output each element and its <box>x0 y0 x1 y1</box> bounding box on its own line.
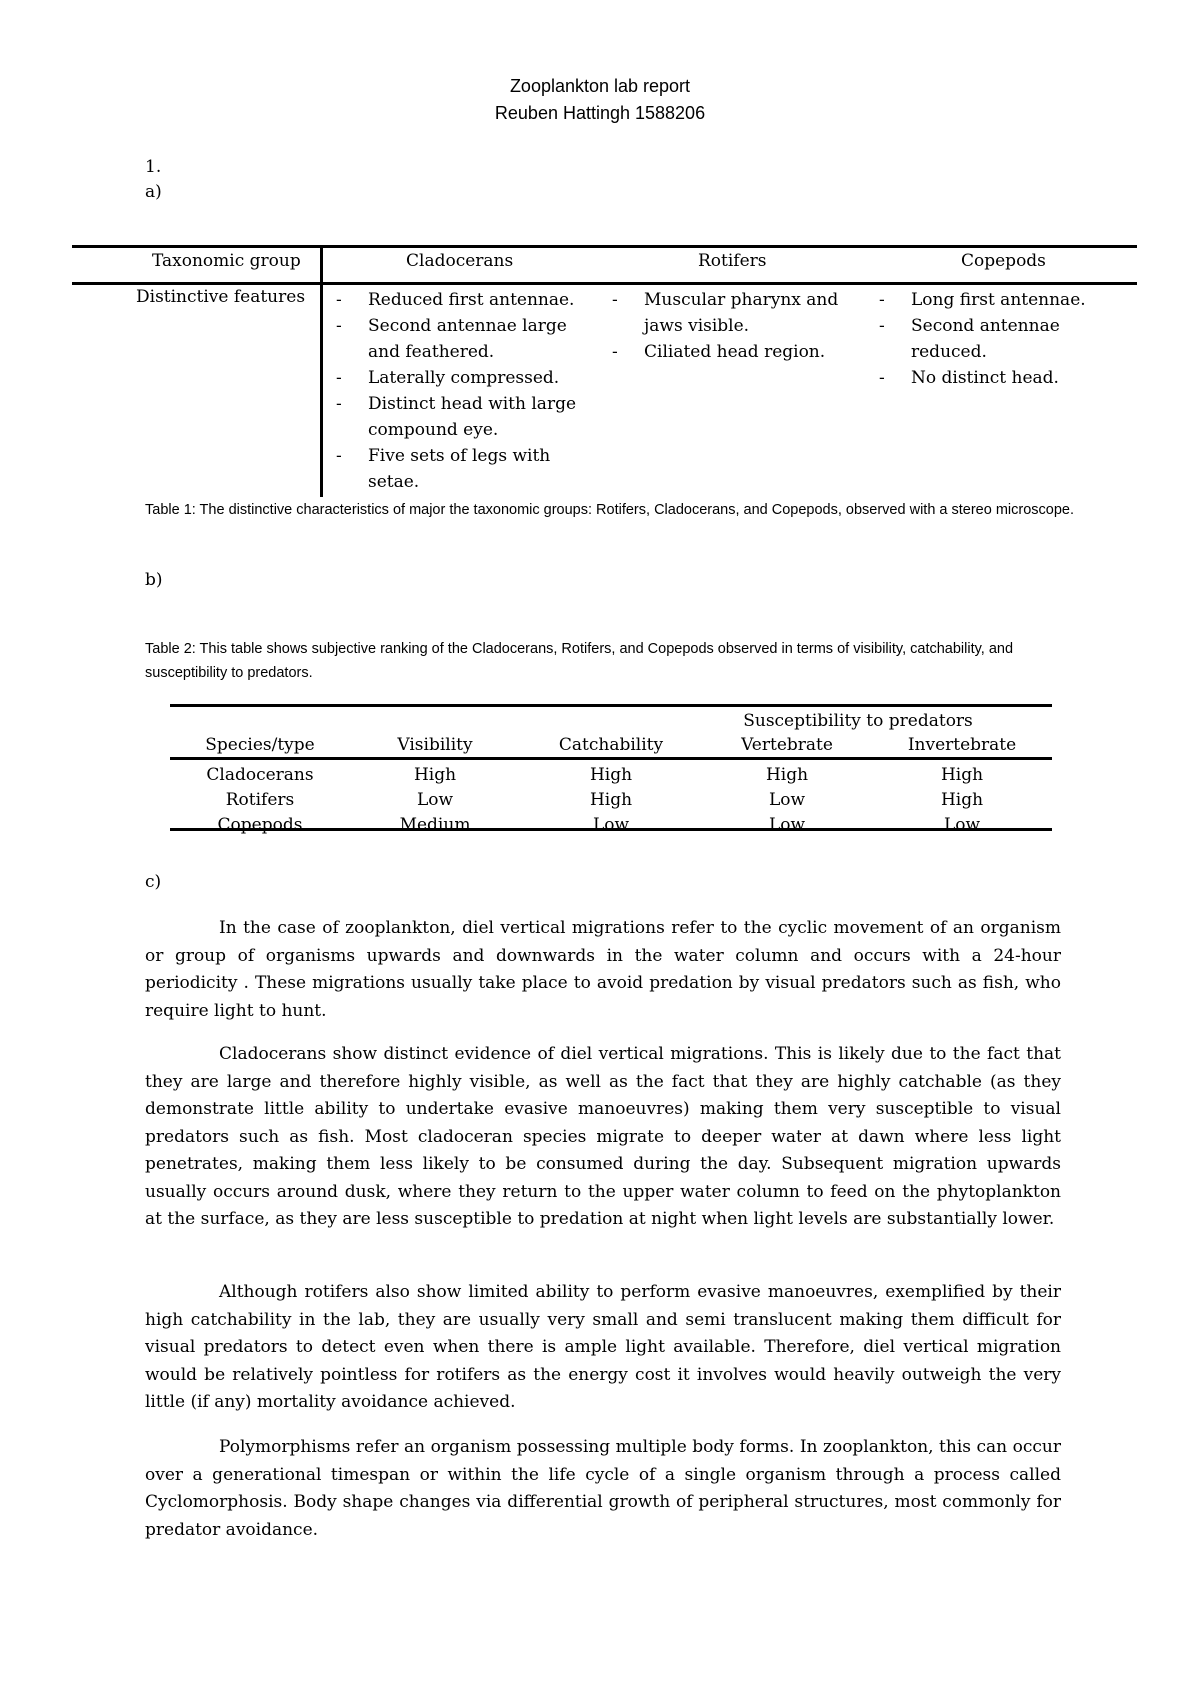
table-cell: High <box>940 765 984 785</box>
paragraph-dvm-definition <box>145 915 1061 1025</box>
document-author: Reuben Hattingh 1588206 <box>494 103 706 123</box>
rotifers-feature-list <box>610 287 850 365</box>
cladocerans-feature-list <box>334 287 596 495</box>
table-cell: High <box>589 790 633 810</box>
paragraph-text: Although rotifers also show limited ability to perform evasive manoeuvres, exemplified by their high catchability in the lab, they are usually very small and semi translucent making them difficult for visual predators to detect even when there is ample light available. Therefore, diel vertical migration would be relatively pointless for rotifers as the energy cost it involves would heavily outweigh the very little (if any) mortality avoidance achieved. <box>145 1282 1061 1412</box>
table-2-header-rule <box>170 757 1052 760</box>
table-1-top-rule <box>72 245 1137 248</box>
table-2-top-rule <box>170 704 1052 707</box>
table-1-caption: Table 1: The distinctive characteristics of major the taxonomic groups: Rotifers, Cladocerans, and Copepods, observed with a stereo microscope. <box>145 502 1074 518</box>
table-1-header-copepods: Copepods <box>961 251 1046 271</box>
table-cell: Cladocerans <box>206 765 314 785</box>
table-1-header-taxonomic-group: Taxonomic group <box>152 251 301 271</box>
part-a-label: a) <box>145 182 162 202</box>
list-item: - Five sets of legs with setae. <box>334 443 596 495</box>
table-2-header-visibility: Visibility <box>397 735 473 755</box>
list-item: - Laterally compressed. <box>334 365 596 391</box>
table-1-row-label: Distinctive features <box>136 287 306 307</box>
table-1-header-rule <box>72 282 1137 285</box>
question-number: 1. <box>145 157 162 177</box>
table-2-header-catchability: Catchability <box>558 735 664 755</box>
table-cell: High <box>765 765 809 785</box>
list-item: - Second antennae reduced. <box>877 313 1122 365</box>
table-cell: High <box>940 790 984 810</box>
table-1-header-rotifers: Rotifers <box>698 251 767 271</box>
table-2-caption: Table 2: This table shows subjective ranking of the Cladocerans, Rotifers, and Copepods observed in terms of visibility, catchability, and susceptibility to predators. <box>145 641 1014 681</box>
table-cell: High <box>413 765 457 785</box>
list-item: - Second antennae large and feathered. <box>334 313 596 365</box>
paragraph-cladocerans <box>145 1041 1061 1234</box>
copepods-feature-list <box>877 287 1122 391</box>
paragraph-text: In the case of zooplankton, diel vertical migrations refer to the cyclic movement of an organism or group of organisms upwards and downwards in the water column and occurs with a 24-hour periodicity . These migrations usually take place to avoid predation by visual predators such as fish, who require light to hunt. <box>145 918 1061 1021</box>
part-b-label: b) <box>145 570 163 590</box>
list-item: - Distinct head with large compound eye. <box>334 391 596 443</box>
table-2-header-invertebrate: Invertebrate <box>907 735 1017 755</box>
list-item: - Muscular pharynx and jaws visible. <box>610 287 850 339</box>
list-item: - No distinct head. <box>877 365 1122 391</box>
table-1-header-cladocerans: Cladocerans <box>406 251 514 271</box>
table-cell: Rotifers <box>225 790 295 810</box>
table-cell: Medium <box>399 815 471 835</box>
table-cell: High <box>589 765 633 785</box>
table-2-group-header: Susceptibility to predators <box>743 711 973 731</box>
table-cell: Low <box>768 815 806 835</box>
table-2-header-species: Species/type <box>205 735 315 755</box>
list-item: - Ciliated head region. <box>610 339 850 365</box>
paragraph-text: Cladocerans show distinct evidence of diel vertical migrations. This is likely due to the fact that they are large and therefore highly visible, as well as the fact that they are highly catchable (as they demonstrate little ability to undertake evasive manoeuvres) making them very susceptible to visual predators such as fish. Most cladoceran species migrate to deeper water at dawn where less light penetrates, making them less likely to be consumed during the day. Subsequent migration upwards usually occurs around dusk, where they return to the upper water column to feed on the phytoplankton at the surface, as they are less susceptible to predation at night when light levels are substantially lower. <box>145 1044 1061 1229</box>
table-2-header-vertebrate: Vertebrate <box>741 735 833 755</box>
table-cell: Copepods <box>217 815 303 835</box>
document-title: Zooplankton lab report <box>509 76 691 96</box>
table-cell: Low <box>768 790 806 810</box>
table-cell: Low <box>943 815 981 835</box>
list-item: - Long first antennae. <box>877 287 1122 313</box>
paragraph-rotifers <box>145 1279 1061 1417</box>
list-item: - Reduced first antennae. <box>334 287 596 313</box>
table-cell: Low <box>416 790 454 810</box>
paragraph-text: Polymorphisms refer an organism possessing multiple body forms. In zooplankton, this can occur over a generational timespan or within the life cycle of a single organism through a process called Cyclomorphosis. Body shape changes via differential growth of peripheral structures, most commonly for predator avoidance. <box>145 1437 1061 1540</box>
table-cell: Low <box>592 815 630 835</box>
table-1-vertical-rule <box>320 245 323 497</box>
paragraph-polymorphisms <box>145 1434 1061 1544</box>
part-c-label: c) <box>145 872 162 892</box>
